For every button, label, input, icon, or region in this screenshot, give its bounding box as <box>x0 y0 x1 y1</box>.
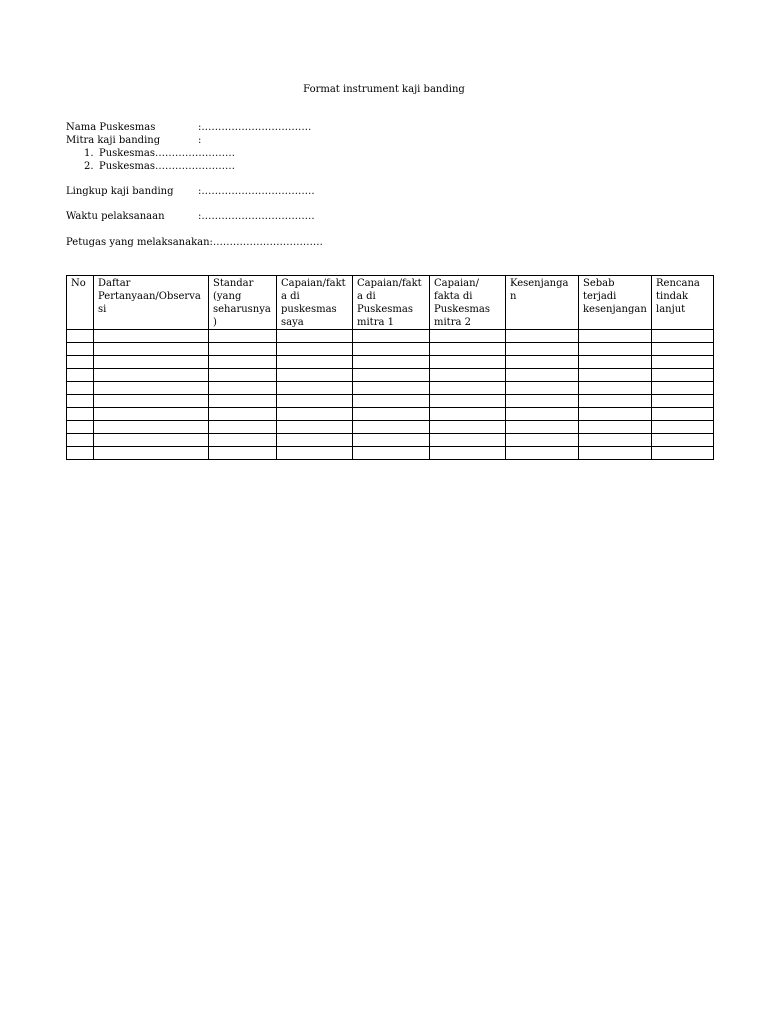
table-cell <box>67 382 94 395</box>
lingkup-kaji-banding-field <box>66 185 315 198</box>
table-cell <box>94 382 209 395</box>
table-cell <box>430 408 506 421</box>
header-daftar-pertanyaan: Daftar Pertanyaan/Observasi <box>94 276 209 330</box>
table-cell <box>579 434 652 447</box>
mitra-item-number: 1. <box>84 148 94 159</box>
table-row <box>67 408 714 421</box>
table-cell <box>67 434 94 447</box>
table-row <box>67 369 714 382</box>
table-cell <box>430 369 506 382</box>
table-cell <box>506 382 579 395</box>
table-cell <box>579 447 652 460</box>
table-cell <box>430 382 506 395</box>
table-cell <box>209 356 277 369</box>
table-cell <box>652 382 714 395</box>
table-cell <box>579 382 652 395</box>
table-cell <box>652 447 714 460</box>
table-cell <box>652 434 714 447</box>
table-cell <box>353 369 430 382</box>
table-cell <box>430 395 506 408</box>
table-row <box>67 434 714 447</box>
table-cell <box>579 369 652 382</box>
table-cell <box>67 421 94 434</box>
table-cell <box>353 343 430 356</box>
table-cell <box>353 356 430 369</box>
table-cell <box>209 330 277 343</box>
mitra-item-number: 2. <box>84 161 94 172</box>
table-cell <box>277 395 353 408</box>
table-cell <box>209 408 277 421</box>
petugas-field <box>66 236 323 249</box>
table-cell <box>277 382 353 395</box>
table-cell <box>652 421 714 434</box>
table-cell <box>209 382 277 395</box>
table-row <box>67 421 714 434</box>
table-cell <box>652 356 714 369</box>
petugas-value: …………………………… <box>212 237 323 248</box>
mitra-item-text: Puskesmas…………………… <box>99 148 235 159</box>
mitra-kaji-banding-value: : <box>198 135 202 146</box>
mitra-kaji-banding-field <box>66 134 201 147</box>
table-cell <box>94 395 209 408</box>
lingkup-label: Lingkup kaji banding <box>66 186 174 197</box>
table-cell <box>579 343 652 356</box>
table-cell <box>579 330 652 343</box>
table-cell <box>277 434 353 447</box>
mitra-item-2 <box>84 160 235 173</box>
table-cell <box>209 447 277 460</box>
table-cell <box>94 408 209 421</box>
table-cell <box>430 343 506 356</box>
table-cell <box>277 356 353 369</box>
table-cell <box>506 434 579 447</box>
table-cell <box>277 369 353 382</box>
nama-puskesmas-label: Nama Puskesmas <box>66 122 156 133</box>
header-capaian-saya: Capaian/fakta di puskesmas saya <box>277 276 353 330</box>
lingkup-value: :……………………………. <box>198 186 315 197</box>
table-cell <box>209 395 277 408</box>
table-cell <box>652 330 714 343</box>
table-cell <box>67 408 94 421</box>
table-cell <box>579 395 652 408</box>
table-cell <box>506 330 579 343</box>
table-cell <box>353 395 430 408</box>
table-cell <box>277 343 353 356</box>
table-cell <box>430 434 506 447</box>
waktu-pelaksanaan-field <box>66 210 315 223</box>
table-cell <box>94 343 209 356</box>
table-cell <box>67 447 94 460</box>
table-cell <box>579 356 652 369</box>
header-standar: Standar (yang seharusnya ) <box>209 276 277 330</box>
table-cell <box>353 421 430 434</box>
header-kesenjangan: Kesenjangan <box>506 276 579 330</box>
table-cell <box>67 330 94 343</box>
table-cell <box>506 447 579 460</box>
table-cell <box>430 447 506 460</box>
table-cell <box>353 408 430 421</box>
table-cell <box>209 343 277 356</box>
table-cell <box>209 421 277 434</box>
table-cell <box>94 447 209 460</box>
table-cell <box>277 408 353 421</box>
table-cell <box>67 356 94 369</box>
table-cell <box>67 369 94 382</box>
table-cell <box>652 343 714 356</box>
table-cell <box>353 447 430 460</box>
table-cell <box>67 343 94 356</box>
table-cell <box>506 369 579 382</box>
table-cell <box>209 434 277 447</box>
table-cell <box>67 395 94 408</box>
petugas-label: Petugas yang melaksanakan: <box>66 237 213 248</box>
nama-puskesmas-value: :…………………………… <box>198 122 312 133</box>
table-cell <box>277 447 353 460</box>
header-capaian-mitra-2: Capaian/ fakta di Puskesmas mitra 2 <box>430 276 506 330</box>
table-row <box>67 330 714 343</box>
table-cell <box>94 356 209 369</box>
table-cell <box>506 395 579 408</box>
table-cell <box>506 421 579 434</box>
table-cell <box>94 434 209 447</box>
table-row <box>67 395 714 408</box>
table-cell <box>277 421 353 434</box>
header-sebab-kesenjangan: Sebab terjadi kesenjangan <box>579 276 652 330</box>
table-body <box>67 330 714 460</box>
mitra-item-text: Puskesmas…………………… <box>99 161 235 172</box>
table-row <box>67 382 714 395</box>
table-cell <box>353 434 430 447</box>
table-row <box>67 356 714 369</box>
table-cell <box>353 382 430 395</box>
table-cell <box>652 369 714 382</box>
table-cell <box>94 369 209 382</box>
table-cell <box>209 369 277 382</box>
waktu-label: Waktu pelaksanaan <box>66 211 165 222</box>
table-cell <box>277 330 353 343</box>
header-no: No <box>67 276 94 330</box>
mitra-item-1 <box>84 147 235 160</box>
table-row <box>67 343 714 356</box>
table-cell <box>430 421 506 434</box>
table-cell <box>506 343 579 356</box>
table-cell <box>430 330 506 343</box>
table-cell <box>652 395 714 408</box>
table-row <box>67 447 714 460</box>
table-cell <box>506 408 579 421</box>
table-cell <box>579 421 652 434</box>
table-cell <box>506 356 579 369</box>
header-rencana-tindak-lanjut: Rencana tindak lanjut <box>652 276 714 330</box>
table-cell <box>579 408 652 421</box>
table-cell <box>94 421 209 434</box>
table-cell <box>353 330 430 343</box>
table-cell <box>430 356 506 369</box>
table-cell <box>94 330 209 343</box>
waktu-value: :……………………………. <box>198 211 315 222</box>
header-capaian-mitra-1: Capaian/fakta di Puskesmas mitra 1 <box>353 276 430 330</box>
mitra-kaji-banding-label: Mitra kaji banding <box>66 135 161 146</box>
table-header-row <box>67 276 714 330</box>
kaji-banding-table <box>66 275 714 460</box>
table-cell <box>652 408 714 421</box>
document-title: Format instrument kaji banding <box>303 84 465 95</box>
nama-puskesmas-field <box>66 121 311 134</box>
